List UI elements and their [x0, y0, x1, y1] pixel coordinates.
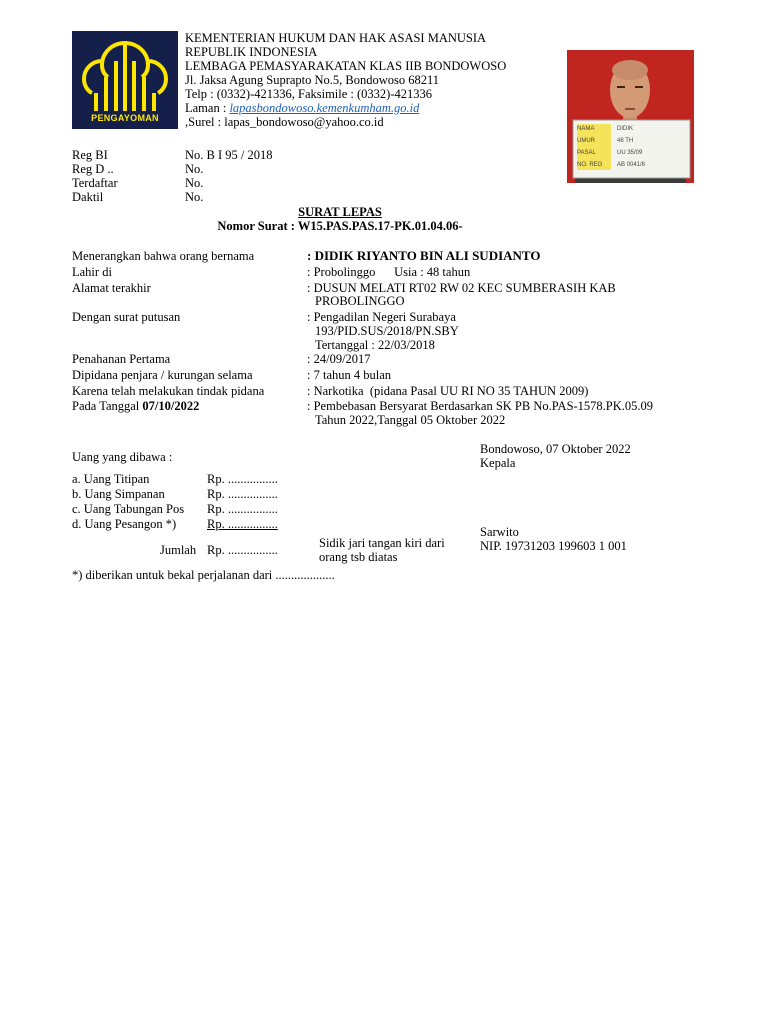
address-value-2: PROBOLINGGO: [315, 294, 405, 308]
sentence-value: : 7 tahun 4 bulan: [307, 368, 392, 382]
pengayoman-logo: [72, 31, 178, 129]
first-detention-value: : 24/09/2017: [307, 352, 371, 366]
signatory-nip: NIP. 19731203 199603 1 001: [480, 539, 627, 553]
verdict-date: Tertanggal : 22/03/2018: [315, 338, 435, 352]
money-titipan-label: a. Uang Titipan: [72, 472, 150, 486]
address-value-1: : DUSUN MELATI RT02 RW 02 KEC SUMBERASIH KAB: [307, 281, 616, 295]
address-line: Jl. Jaksa Agung Suprapto No.5, Bondowoso 68211: [185, 73, 440, 87]
money-simpanan-label: b. Uang Simpanan: [72, 487, 165, 501]
terdaftar-label: Terdaftar: [72, 176, 118, 190]
first-detention-label: Penahanan Pertama: [72, 352, 171, 366]
logo-banner-text: PENGAYOMAN: [80, 111, 170, 125]
signatory-name: Sarwito: [480, 525, 519, 539]
signature-position: Kepala: [480, 456, 516, 470]
birthplace-label: Lahir di: [72, 265, 112, 279]
signature-place-date: Bondowoso, 07 Oktober 2022: [480, 442, 631, 456]
fingerprint-caption-2: orang tsb diatas: [319, 550, 398, 564]
money-simpanan-value: Rp. ................: [207, 487, 278, 501]
ministry-name: KEMENTERIAN HUKUM DAN HAK ASASI MANUSIA: [185, 31, 487, 45]
name-label: Menerangkan bahwa orang bernama: [72, 249, 255, 263]
reg-bi-label: Reg BI: [72, 148, 108, 162]
money-heading: Uang yang dibawa :: [72, 450, 173, 464]
institution-name: LEMBAGA PEMASYARAKATAN KLAS IIB BONDOWOSO: [185, 59, 507, 73]
release-basis-1: : Pembebasan Bersyarat Berdasarkan SK PB No.PAS-1578.PK.05.09: [307, 399, 654, 413]
release-date-label: Pada Tanggal 07/10/2022: [72, 399, 200, 413]
money-tabungan-value: Rp. ................: [207, 502, 278, 516]
verdict-court: : Pengadilan Negeri Surabaya: [307, 310, 456, 324]
country-name: REPUBLIK INDONESIA: [185, 45, 318, 59]
fingerprint-caption-1: Sidik jari tangan kiri dari: [319, 536, 445, 550]
release-basis-2: Tahun 2022,Tanggal 05 Oktober 2022: [315, 413, 506, 427]
website-link[interactable]: lapasbondowoso.kemenkumham.go.id: [229, 101, 420, 115]
reg-d-value: No.: [185, 162, 204, 176]
footnote: *) diberikan untuk bekal perjalanan dari ...................: [72, 568, 335, 582]
phone-line: Telp : (0332)-421336, Faksimile : (0332)-421336: [185, 87, 433, 101]
email-line: ,Surel : lapas_bondowoso@yahoo.co.id: [185, 115, 384, 129]
website-line: [185, 101, 506, 115]
letter-number: Nomor Surat : W15.PAS.PAS.17-PK.01.04.06-: [217, 219, 463, 233]
sentence-label: Dipidana penjara / kurungan selama: [72, 368, 253, 382]
money-pesangon-label: d. Uang Pesangon *): [72, 517, 177, 531]
name-value: : DIDIK RIYANTO BIN ALI SUDIANTO: [307, 248, 541, 263]
inmate-photo: [567, 50, 694, 183]
money-pesangon-value: Rp. ................: [207, 517, 278, 531]
birthplace-value: : Probolinggo Usia : 48 tahun: [307, 265, 471, 279]
verdict-label: Dengan surat putusan: [72, 310, 181, 324]
verdict-number: 193/PID.SUS/2018/PN.SBY: [315, 324, 459, 338]
website-label: Laman :: [185, 101, 230, 115]
release-date: 07/10/2022: [142, 399, 200, 413]
money-total-value: Rp. ................: [207, 543, 278, 557]
address-label: Alamat terakhir: [72, 281, 151, 295]
daktil-value: No.: [185, 190, 204, 204]
money-tabungan-label: c. Uang Tabungan Pos: [72, 502, 185, 516]
crime-label: Karena telah melakukan tindak pidana: [72, 384, 265, 398]
money-titipan-value: Rp. ................: [207, 472, 278, 486]
document-title: SURAT LEPAS: [298, 205, 382, 219]
terdaftar-value: No.: [185, 176, 204, 190]
reg-d-label: Reg D ..: [72, 162, 114, 176]
photo-name-board: NAMA DIDIK UMUR 48 TH PASAL UU 35/09 NO. REG AB 0041/8: [577, 126, 646, 168]
daktil-label: Daktil: [72, 190, 104, 204]
crime-value: : Narkotika (pidana Pasal UU RI NO 35 TAHUN 2009): [307, 384, 589, 398]
money-total-label: Jumlah: [160, 543, 197, 557]
reg-bi-value: No. B I 95 / 2018: [185, 148, 273, 162]
letterhead: [185, 31, 506, 129]
